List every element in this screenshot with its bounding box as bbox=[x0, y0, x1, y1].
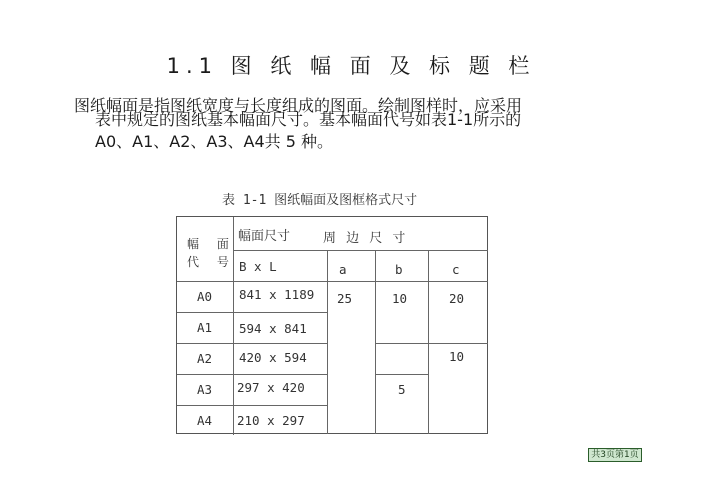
paragraph-line-1: 图纸幅面是指图纸宽度与长度组成的图面。绘制图样时，应采用 bbox=[74, 96, 523, 115]
merged-a: 25 bbox=[337, 291, 353, 306]
row-code-a2: A2 bbox=[197, 351, 213, 366]
row-code-a3: A3 bbox=[197, 382, 213, 397]
table-caption: 表 1-1 图纸幅面及图框格式尺寸 bbox=[222, 193, 418, 208]
table-gridline bbox=[177, 405, 327, 406]
header-c: c bbox=[452, 262, 460, 277]
header-code-line2: 代 号 bbox=[187, 255, 236, 269]
merged-c-bottom: 10 bbox=[449, 349, 465, 364]
table-gridline bbox=[428, 250, 429, 434]
row-code-a0: A0 bbox=[197, 289, 213, 304]
table-gridline bbox=[177, 281, 488, 282]
size-table bbox=[176, 216, 488, 434]
row-size-a0: 841 x 1189 bbox=[239, 287, 315, 302]
header-b: b bbox=[395, 262, 403, 277]
table-gridline bbox=[375, 343, 488, 344]
intro-paragraph bbox=[74, 96, 660, 152]
header-code-line1: 幅 面 bbox=[187, 237, 236, 251]
paragraph-line-3: A0、A1、A2、A3、A4共 5 种。 bbox=[95, 132, 333, 151]
row-size-a2: 420 x 594 bbox=[239, 350, 307, 365]
row-size-a4: 210 x 297 bbox=[237, 413, 305, 428]
merged-b-top: 10 bbox=[392, 291, 408, 306]
table-gridline bbox=[327, 250, 328, 434]
header-size: 幅面尺寸 bbox=[238, 229, 291, 244]
table-gridline bbox=[233, 250, 488, 251]
header-border: 周 边 尺 寸 bbox=[323, 231, 409, 246]
page-indicator[interactable]: 共3页第1页 bbox=[588, 448, 642, 462]
table-gridline bbox=[177, 343, 327, 344]
header-bxl: B x L bbox=[239, 259, 277, 274]
row-size-a1: 594 x 841 bbox=[239, 321, 307, 336]
row-size-a3: 297 x 420 bbox=[237, 380, 305, 395]
row-code-a1: A1 bbox=[197, 320, 213, 335]
table-gridline bbox=[375, 250, 376, 434]
table-gridline bbox=[177, 374, 327, 375]
table-gridline bbox=[375, 374, 428, 375]
merged-c-top: 20 bbox=[449, 291, 465, 306]
paragraph-line-2: 表中规定的图纸基本幅面尺寸。基本幅面代号如表1-1所示的 bbox=[95, 110, 522, 129]
merged-b-bottom: 5 bbox=[398, 382, 406, 397]
header-a: a bbox=[339, 262, 347, 277]
row-code-a4: A4 bbox=[197, 413, 213, 428]
table-gridline bbox=[177, 312, 327, 313]
header-code bbox=[187, 235, 236, 271]
slide-title: 1.1 图 纸 幅 面 及 标 题 栏 bbox=[166, 54, 536, 78]
